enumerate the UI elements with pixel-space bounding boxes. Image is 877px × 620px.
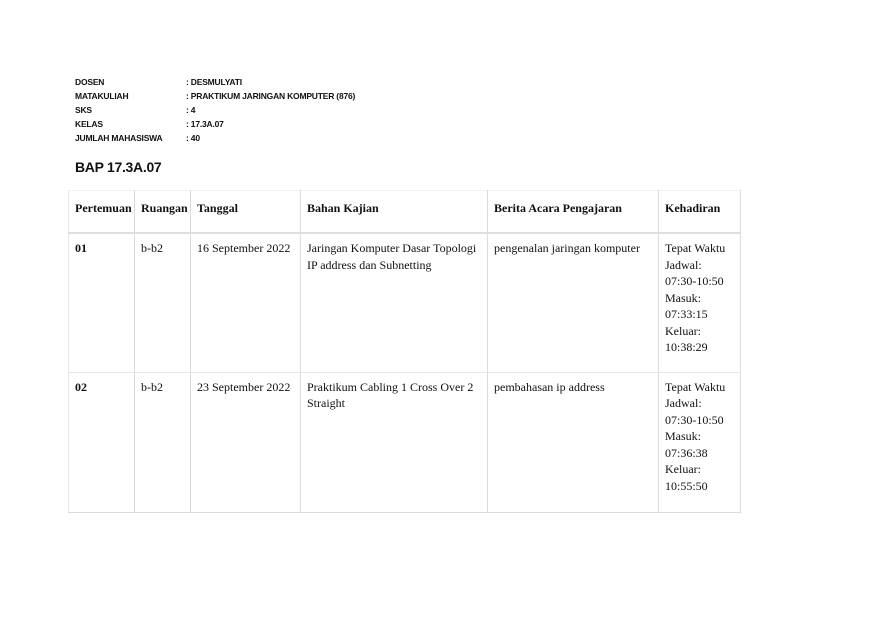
info-label: JUMLAH MAHASISWA	[75, 133, 163, 143]
keluar-value: 10:38:29	[665, 340, 708, 354]
cell-berita-acara: pengenalan jaringan komputer	[488, 233, 659, 372]
bap-table	[68, 190, 741, 513]
kehadiran-status: Tepat Waktu	[665, 379, 726, 394]
jadwal-label: Jadwal:	[665, 396, 702, 410]
cell-pertemuan: 02	[69, 372, 135, 512]
info-value: : 4	[186, 103, 195, 117]
keluar-value: 10:55:50	[665, 478, 708, 493]
course-info	[75, 75, 355, 145]
column-header-berita-acara: Berita Acara Pengajaran	[488, 191, 659, 234]
info-row-dosen	[75, 75, 355, 89]
info-value: : 40	[186, 131, 200, 145]
cell-bahan-kajian: Jaringan Komputer Dasar Topologi IP address dan Subnetting	[301, 233, 488, 372]
cell-berita-acara: pembahasan ip address	[488, 372, 659, 512]
jadwal-value: 07:30-10:50	[665, 274, 724, 288]
keluar-label: Keluar:	[665, 462, 701, 476]
cell-pertemuan: 01	[69, 233, 135, 372]
info-label: DOSEN	[75, 77, 105, 87]
info-value: : 17.3A.07	[186, 117, 224, 131]
table-row	[69, 372, 741, 512]
column-header-pertemuan: Pertemuan	[69, 191, 135, 234]
info-label: KELAS	[75, 119, 103, 129]
info-row-matakuliah	[75, 89, 355, 103]
cell-bahan-kajian: Praktikum Cabling 1 Cross Over 2 Straight	[301, 372, 488, 512]
cell-ruangan: b-b2	[135, 372, 191, 512]
masuk-label: Masuk:	[665, 429, 701, 443]
cell-tanggal: 23 September 2022	[191, 372, 301, 512]
column-header-bahan-kajian: Bahan Kajian	[301, 191, 488, 234]
info-value: : DESMULYATI	[186, 75, 242, 89]
cell-tanggal: 16 September 2022	[191, 233, 301, 372]
jadwal-label: Jadwal:	[665, 257, 702, 272]
info-label: SKS	[75, 105, 92, 115]
cell-ruangan: b-b2	[135, 233, 191, 372]
column-header-ruangan: Ruangan	[135, 191, 191, 234]
info-label: MATAKULIAH	[75, 91, 129, 101]
info-row-kelas	[75, 117, 355, 131]
info-row-jumlah-mahasiswa	[75, 131, 355, 145]
kehadiran-status: Tepat Waktu	[665, 241, 726, 255]
page-title: BAP 17.3A.07	[75, 159, 162, 175]
cell-kehadiran	[659, 372, 741, 512]
keluar-label: Keluar:	[665, 323, 701, 338]
table-row	[69, 233, 741, 372]
info-row-sks	[75, 103, 355, 117]
masuk-label: Masuk:	[665, 290, 701, 305]
column-header-kehadiran: Kehadiran	[659, 191, 741, 234]
cell-kehadiran	[659, 233, 741, 372]
info-value: : PRAKTIKUM JARINGAN KOMPUTER (876)	[186, 89, 355, 103]
masuk-value: 07:33:15	[665, 307, 708, 321]
column-header-tanggal: Tanggal	[191, 191, 301, 234]
jadwal-value: 07:30-10:50	[665, 412, 724, 427]
table-header-row	[69, 191, 741, 234]
masuk-value: 07:36:38	[665, 445, 708, 460]
